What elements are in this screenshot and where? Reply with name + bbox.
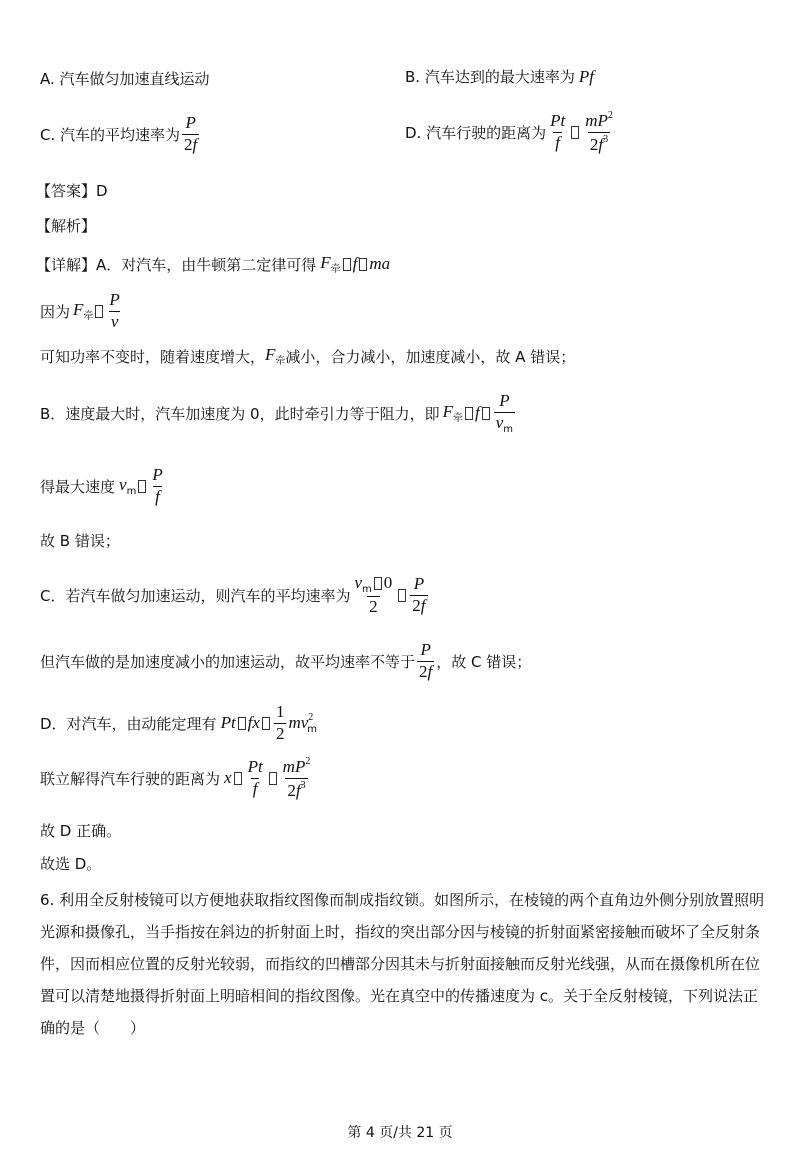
formula-pf: Pf (578, 66, 594, 86)
missing-glyph-box (262, 717, 270, 730)
missing-glyph-box (238, 717, 246, 730)
formula-f-traction: $F_牵$ (442, 402, 463, 425)
formula-ma: ma (369, 254, 391, 273)
formula-p-over-2f: $\frac{P}{2f}$ (412, 574, 426, 615)
formula-p-over-v: $\frac{P}{v}$ (109, 290, 120, 331)
formula-vm: $v_m$ (119, 475, 137, 498)
missing-glyph-box (482, 407, 490, 420)
formula-p-over-f: $\frac{P}{f}$ (152, 465, 163, 506)
formula-p-over-2f: $\frac{P}{2f}$ (184, 113, 198, 154)
option-d: D. 汽车行驶的距离为 $\frac{Pt}{f}$ $\frac{mP^2}{2f^3}$ (405, 110, 613, 154)
formula-pt-over-f: $\frac{Pt}{f}$ (247, 757, 263, 798)
detail-d-solve: 联立解得汽车行驶的距离为 x $\frac{Pt}{f}$ $\frac{mP^2}{2f^3}$ (40, 756, 311, 800)
detail-c: C．若汽车做匀加速运动，则汽车的平均速率为 $\frac{v_m 0}{2}$ $\frac{P}{2f}$ (40, 573, 426, 616)
missing-glyph-box (359, 258, 367, 271)
missing-glyph-box (465, 407, 473, 420)
detail-d: D．对汽车，由动能定理有 Pt fx $\frac{1}{2}$ $mv^2_m$ (40, 702, 318, 743)
detail-b-wrong: 故 B 错误； (40, 532, 120, 550)
detail-d-correct: 故 D 正确。 (40, 822, 122, 840)
detail-c-but: 但汽车做的是加速度减小的加速运动，故平均速率不等于 $\frac{P}{2f}$ ，故 C 错误； (40, 640, 532, 681)
formula-vm-plus-0-over-2: $\frac{v_m 0}{2}$ (354, 573, 393, 616)
formula-newton: $F_牵$ (320, 253, 341, 275)
answer-label: 【答案】D (36, 182, 108, 200)
question-6: 6. 利用全反射棱镜可以方便地获取指纹图像而制成指纹锁。如图所示，在棱镜的两个直角边外侧分别放置照明光源和摄像孔，当手指按在斜边的折射面上时，指纹的突出部分因与棱镜的折射面紧密接触而破坏了全反射条件，因而相应位置的反射光较弱，而指纹的凹槽部分因其未与折射面接触而反射光线强，从而在摄像机所在位置可以清楚地摄得折射面上明暗相间的指纹图像。光在真空中的传播速度为 c。关于全反射棱镜，下列说法正确的是（ ） (40, 891, 765, 1037)
formula-pt-over-f: $\frac{Pt}{f}$ (550, 111, 566, 152)
detail-b: B．速度最大时，汽车加速度为 0，此时牵引力等于阻力，即 $F_牵$ f $\frac{P}{v_m}$ (40, 391, 514, 435)
detail-b-max: 得最大速度 $v_m$ $\frac{P}{f}$ (40, 465, 163, 506)
option-b: B. 汽车达到的最大速率为 Pf (405, 66, 594, 86)
option-c: C. 汽车的平均速率为 $\frac{P}{2f}$ (40, 113, 198, 154)
formula-p-over-2f: $\frac{P}{2f}$ (419, 640, 433, 681)
missing-glyph-box (138, 480, 146, 493)
formula-f-traction: $F_牵$ (73, 300, 94, 323)
formula-mp2-over-2f3: $\frac{mP^2}{2f^3}$ (282, 756, 311, 800)
option-a: A. 汽车做匀加速直线运动 (40, 70, 210, 88)
missing-glyph-box (95, 305, 103, 318)
formula-p-over-vm: $\frac{P}{v_m}$ (495, 391, 514, 435)
conclusion-a: 可知功率不变时，随着速度增大， $F_牵$ 减小，合力减小，加速度减小，故 A 错误； (40, 345, 576, 367)
missing-glyph-box (398, 589, 406, 602)
missing-glyph-box (234, 772, 242, 785)
missing-glyph-box (269, 772, 277, 785)
formula-fx: fx (247, 713, 260, 733)
formula-x: x (224, 768, 232, 788)
formula-pt: Pt (220, 713, 236, 733)
detail-a: 【详解】A．对汽车，由牛顿第二定律可得 $F_牵$ f ma (36, 253, 391, 275)
formula-f: f (352, 254, 358, 273)
formula-f-traction: $F_牵$ (265, 345, 286, 367)
page-footer: 第 4 页/共 21 页 (347, 1125, 453, 1141)
formula-mp2-over-2f3: $\frac{mP^2}{2f^3}$ (585, 110, 613, 154)
detail-because: 因为 $F_牵$ $\frac{P}{v}$ (40, 290, 120, 331)
detail-choose: 故选 D。 (40, 855, 102, 873)
analysis-label: 【解析】 (36, 217, 97, 235)
missing-glyph-box (571, 126, 579, 139)
formula-half: $\frac{1}{2}$ (275, 702, 285, 743)
formula-mvm2: $mv^2_m$ (288, 711, 318, 735)
missing-glyph-box (343, 258, 351, 271)
formula-f: f (475, 403, 480, 423)
